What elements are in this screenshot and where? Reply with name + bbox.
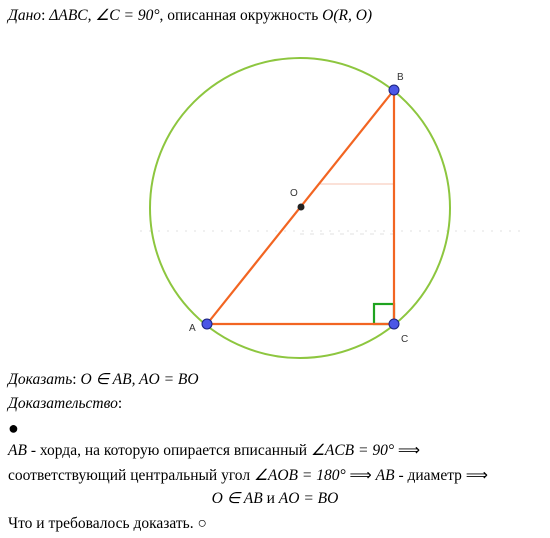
- proof-bullet: ●: [8, 418, 19, 438]
- inscribed-angle: ∠ACB = 90°: [310, 442, 395, 459]
- point-a[interactable]: [202, 319, 212, 329]
- given-circle: O(R, O): [322, 7, 373, 24]
- conclusion-and: и: [262, 490, 279, 507]
- label-o: O: [290, 188, 298, 199]
- proof-line-2-text: соответствующий центральный угол: [8, 467, 254, 484]
- proof-heading-label: Доказательство: [8, 395, 118, 412]
- label-b: B: [397, 72, 404, 83]
- construction-traces: [140, 184, 520, 234]
- given-label: Дано: [8, 7, 42, 24]
- prove-line: [8, 370, 199, 390]
- point-b[interactable]: [389, 85, 399, 95]
- proof-line-1-text: - хорда, на которую опирается вписанный: [26, 442, 311, 459]
- label-c: C: [401, 334, 409, 345]
- proof-conclusion: [0, 489, 550, 509]
- qed-text: Что и требовалось доказать.: [8, 515, 194, 532]
- proof-heading: [8, 394, 122, 414]
- point-c[interactable]: [389, 319, 399, 329]
- proof-heading-colon: :: [117, 395, 123, 412]
- point-o: [298, 204, 305, 211]
- conclusion-membership: O ∈ AB: [211, 490, 263, 507]
- implies-arrow-1: ⟹: [394, 442, 421, 459]
- proof-line-2: [8, 466, 488, 486]
- conclusion-equality: AO = BO: [278, 490, 339, 507]
- given-colon: :: [41, 7, 46, 24]
- proof-line-1: [8, 441, 420, 461]
- given-tail: , описанная окружность: [159, 7, 319, 24]
- label-a: A: [189, 323, 196, 334]
- diameter-ab: AB: [375, 467, 395, 484]
- implies-arrow-2: ⟹: [345, 467, 376, 484]
- prove-label: Доказать: [8, 371, 73, 388]
- qed-mark: ○: [193, 515, 207, 532]
- given-line: [8, 6, 372, 26]
- chord-ab: AB: [8, 442, 27, 459]
- proof-line-2-tail: - диаметр ⟹: [394, 467, 489, 484]
- prove-colon: :: [72, 371, 77, 388]
- proof-end: [8, 514, 207, 534]
- prove-math: O ∈ AB, AO = BO: [80, 371, 199, 388]
- central-angle: ∠AOB = 180°: [253, 467, 346, 484]
- given-math: ΔABC, ∠C = 90°: [49, 7, 160, 24]
